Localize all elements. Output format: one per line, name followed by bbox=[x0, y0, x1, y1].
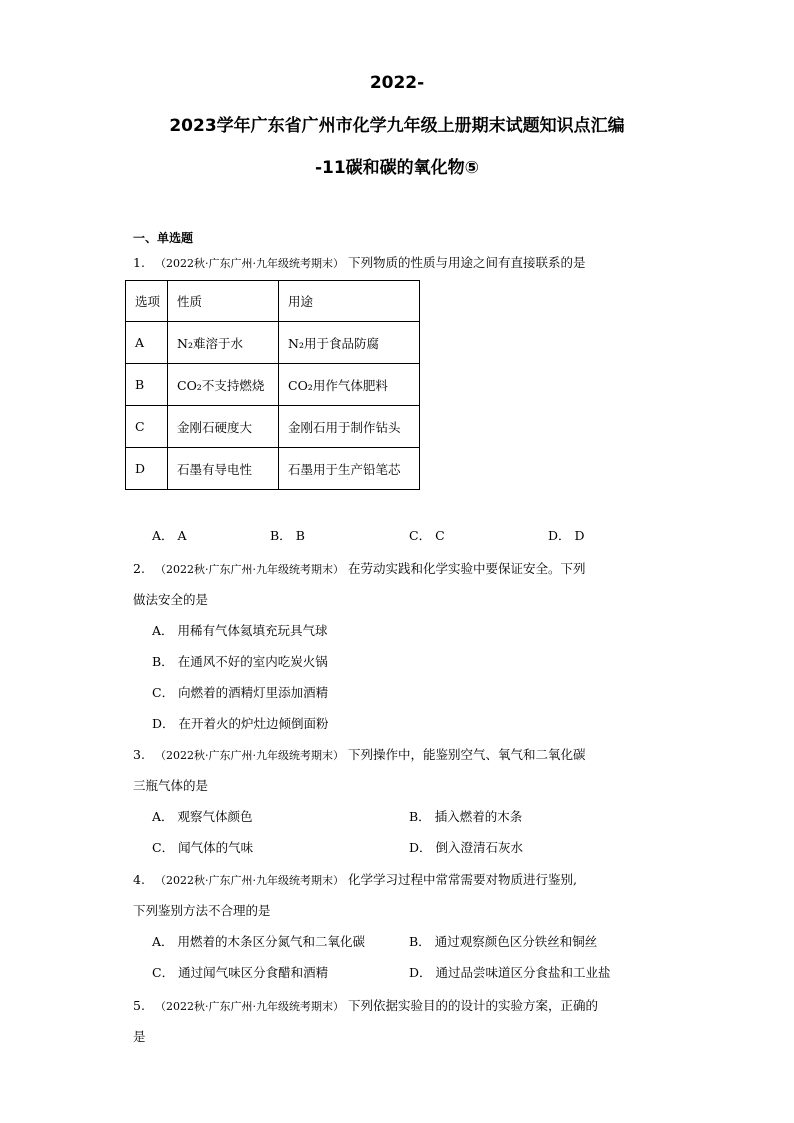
table-cell: 石墨有导电性 bbox=[168, 448, 279, 490]
option-c: C． 通过闻气味区分食醋和酒精 bbox=[152, 965, 329, 980]
table-cell: 石墨用于生产铅笔芯 bbox=[279, 448, 420, 490]
question-text: 化学学习过程中常常需要对物质进行鉴别, bbox=[348, 872, 577, 887]
option-b: B． B bbox=[270, 528, 305, 543]
option-b: B． 通过观察颜色区分铁丝和铜丝 bbox=[409, 934, 598, 949]
option-b: B． 在通风不好的室内吃炭火锅 bbox=[152, 654, 328, 669]
option-d: D． 通过品尝味道区分食盐和工业盐 bbox=[409, 965, 611, 980]
question-text: 下列操作中，能鉴别空气、氧气和二氧化碳 bbox=[348, 747, 586, 762]
option-d: D． 倒入澄清石灰水 bbox=[409, 840, 524, 855]
question-1-stem bbox=[133, 254, 586, 273]
table-cell: B bbox=[126, 364, 168, 406]
question-number: 4. bbox=[133, 872, 145, 887]
table-header-row bbox=[126, 281, 420, 322]
table-cell: N₂用于食品防腐 bbox=[279, 322, 420, 364]
option-a: A． A bbox=[152, 528, 187, 543]
option-c: C． 向燃着的酒精灯里添加酒精 bbox=[152, 685, 329, 700]
option-a: A． 观察气体颜色 bbox=[152, 809, 253, 824]
question-number: 2. bbox=[133, 561, 145, 576]
table-cell: D bbox=[126, 448, 168, 490]
option-a: A． 用稀有气体氦填充玩具气球 bbox=[152, 623, 328, 638]
question-5-stem-cont: 是 bbox=[133, 1029, 146, 1044]
table-header-cell: 性质 bbox=[168, 281, 279, 322]
question-number: 3. bbox=[133, 747, 145, 762]
option-c: C． 闻气体的气味 bbox=[152, 840, 254, 855]
question-text: 在劳动实践和化学实验中要保证安全。下列 bbox=[348, 561, 586, 576]
table-cell: C bbox=[126, 406, 168, 448]
question-text: 下列物质的性质与用途之间有直接联系的是 bbox=[348, 255, 586, 270]
table-row bbox=[126, 364, 420, 406]
table-cell: CO₂用作气体肥料 bbox=[279, 364, 420, 406]
question-source: （2022秋·广东广州·九年级统考期末） bbox=[155, 563, 344, 576]
question-source: （2022秋·广东广州·九年级统考期末） bbox=[155, 1000, 344, 1013]
question-5-stem bbox=[133, 997, 598, 1016]
doc-title-line-3: -11碳和碳的氧化物⑤ bbox=[314, 158, 480, 178]
question-source: （2022秋·广东广州·九年级统考期末） bbox=[155, 749, 344, 762]
table-header-cell: 用途 bbox=[279, 281, 420, 322]
question-source: （2022秋·广东广州·九年级统考期末） bbox=[155, 257, 344, 270]
question-2-stem bbox=[133, 560, 586, 579]
question-text: 下列依据实验目的的设计的实验方案，正确的 bbox=[348, 998, 599, 1013]
question-3-stem-cont: 三瓶气体的是 bbox=[133, 778, 209, 793]
option-b: B． 插入燃着的木条 bbox=[409, 809, 523, 824]
table-header-cell: 选项 bbox=[126, 281, 168, 322]
question-1-table bbox=[125, 280, 420, 490]
question-source: （2022秋·广东广州·九年级统考期末） bbox=[155, 874, 344, 887]
table-cell: CO₂不支持燃烧 bbox=[168, 364, 279, 406]
option-c: C． C bbox=[409, 528, 445, 543]
question-3-stem bbox=[133, 746, 586, 765]
option-a: A． 用燃着的木条区分氮气和二氧化碳 bbox=[152, 934, 366, 949]
question-2-stem-cont: 做法安全的是 bbox=[133, 592, 209, 607]
table-cell: N₂难溶于水 bbox=[168, 322, 279, 364]
question-4-stem bbox=[133, 871, 577, 890]
question-4-stem-cont: 下列鉴别方法不合理的是 bbox=[133, 903, 271, 918]
table-cell: 金刚石用于制作钻头 bbox=[279, 406, 420, 448]
option-d: D． 在开着火的炉灶边倾倒面粉 bbox=[152, 716, 329, 731]
doc-title-line-2: 2023学年广东省广州市化学九年级上册期末试题知识点汇编 bbox=[169, 116, 625, 136]
table-row bbox=[126, 448, 420, 490]
question-number: 5. bbox=[133, 998, 145, 1013]
table-cell: 金刚石硬度大 bbox=[168, 406, 279, 448]
option-d: D． D bbox=[548, 528, 585, 543]
table-row bbox=[126, 406, 420, 448]
table-row bbox=[126, 322, 420, 364]
section-heading: 一、单选题 bbox=[133, 231, 194, 245]
table-cell: A bbox=[126, 322, 168, 364]
question-number: 1. bbox=[133, 255, 145, 270]
doc-title-line-1: 2022- bbox=[369, 73, 425, 93]
